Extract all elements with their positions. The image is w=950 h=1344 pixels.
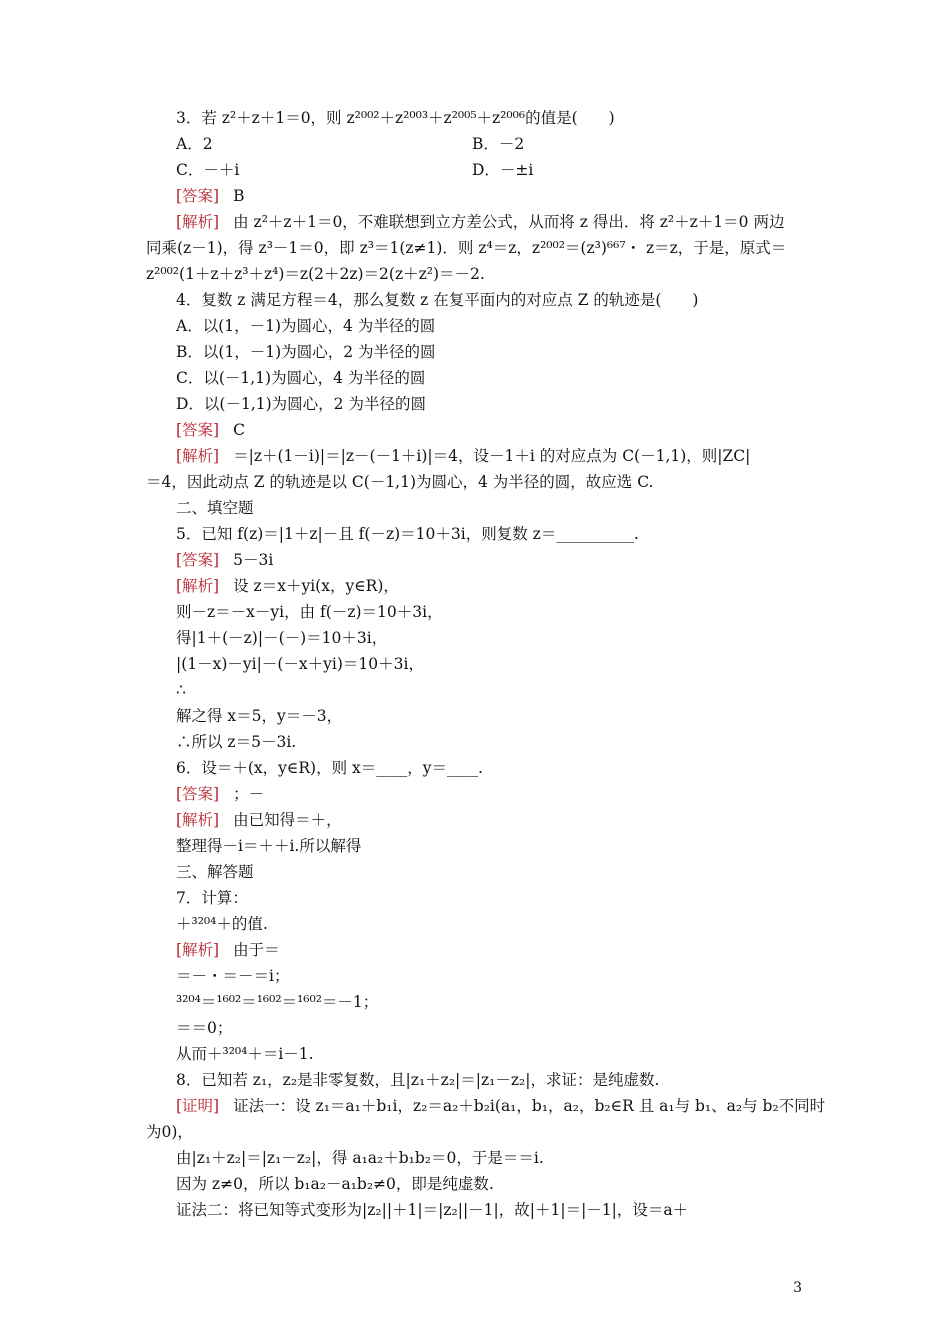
line-text: 证法二：将已知等式变形为|z₂||＋1|＝|z₂||－1|，故|＋1|＝|－1|，设＝a＋ bbox=[176, 1201, 689, 1219]
page-number: 3 bbox=[793, 1280, 802, 1296]
line-text: 为0)， bbox=[146, 1123, 193, 1141]
text-line bbox=[176, 576, 399, 596]
line-text: 因为 z≠0，所以 b₁a₂－a₁b₂≠0，即是纯虚数. bbox=[176, 1175, 494, 1193]
text-line bbox=[176, 940, 280, 960]
text-line bbox=[176, 342, 436, 362]
label-tag: [答案] bbox=[176, 187, 220, 205]
line-text: C bbox=[233, 421, 245, 439]
line-text: 6．设＝＋(x，y∈R)，则 x＝____，y＝____. bbox=[176, 759, 483, 777]
text-line bbox=[176, 316, 435, 336]
line-text: ∴所以 z＝5－3i. bbox=[176, 733, 297, 751]
line-text: B．－2 bbox=[472, 135, 525, 153]
text-line bbox=[146, 1122, 193, 1142]
line-text: B bbox=[233, 187, 245, 205]
line-text: B．以(1，－1)为圆心，2 为半径的圆 bbox=[176, 343, 436, 361]
text-line bbox=[176, 446, 750, 466]
line-text: C．以(－1,1)为圆心，4 为半径的圆 bbox=[176, 369, 426, 387]
text-line bbox=[176, 810, 342, 830]
line-text: ＝4，因此动点 Z 的轨迹是以 C(－1,1)为圆心，4 为半径的圆，故应选 C. bbox=[146, 473, 654, 491]
text-line bbox=[176, 784, 264, 804]
text-line bbox=[176, 966, 289, 986]
line-text: 从而＋³²⁰⁴＋＝i－1. bbox=[176, 1045, 314, 1063]
text-line bbox=[176, 758, 483, 778]
line-text: z²⁰⁰²(1＋z＋z³＋z⁴)＝z(2＋2z)＝2(z＋z²)＝－2. bbox=[146, 265, 485, 283]
text-line bbox=[146, 472, 653, 492]
text-line bbox=[176, 290, 698, 310]
label-tag: [答案] bbox=[176, 421, 220, 439]
line-text: ；－ bbox=[233, 785, 265, 803]
line-text: 二、填空题 bbox=[176, 499, 254, 517]
text-line bbox=[146, 264, 485, 284]
text-line bbox=[472, 160, 533, 180]
line-text: 得|1＋(－z)|－(－)＝10＋3i， bbox=[176, 629, 388, 647]
label-tag: [解析] bbox=[176, 577, 220, 595]
line-text: 5－3i bbox=[233, 551, 274, 569]
label-tag: [证明] bbox=[176, 1097, 220, 1115]
text-line bbox=[176, 706, 342, 726]
text-line bbox=[176, 888, 248, 908]
text-line bbox=[176, 836, 361, 856]
text-line bbox=[176, 1044, 314, 1064]
text-line bbox=[176, 186, 245, 206]
line-text: 5．已知 f(z)＝|1＋z|－且 f(－z)＝10＋3i，则复数 z＝__________. bbox=[176, 525, 639, 543]
text-line bbox=[176, 1018, 232, 1038]
line-text: ³²⁰⁴＝¹⁶⁰²＝¹⁶⁰²＝¹⁶⁰²＝－1； bbox=[176, 993, 379, 1011]
line-text: ＝＝0； bbox=[176, 1019, 233, 1037]
text-line bbox=[176, 628, 387, 648]
label-tag: [解析] bbox=[176, 811, 220, 829]
text-line bbox=[176, 1200, 688, 1220]
line-text: 解之得 x＝5，y＝－3， bbox=[176, 707, 343, 725]
text-line bbox=[176, 654, 424, 674]
text-line bbox=[176, 134, 213, 154]
line-text: 整理得－i＝＋＋i.所以解得 bbox=[176, 837, 362, 855]
line-text: D．－±i bbox=[472, 161, 534, 179]
text-line bbox=[146, 238, 786, 258]
label-tag: [解析] bbox=[176, 447, 220, 465]
text-line bbox=[176, 602, 443, 622]
text-line bbox=[472, 134, 524, 154]
line-text: 8．已知若 z₁，z₂是非零复数，且|z₁＋z₂|＝|z₁－z₂|，求证：是纯虚数. bbox=[176, 1071, 660, 1089]
line-text: D．以(－1,1)为圆心，2 为半径的圆 bbox=[176, 395, 426, 413]
line-text: ∴ bbox=[176, 681, 186, 699]
label-tag: [答案] bbox=[176, 551, 220, 569]
line-text: C．－＋i bbox=[176, 161, 240, 179]
text-line bbox=[176, 1096, 825, 1116]
text-line bbox=[176, 420, 245, 440]
line-text: 设 z＝x＋yi(x，y∈R)， bbox=[233, 577, 399, 595]
text-line bbox=[176, 862, 254, 882]
text-line bbox=[176, 914, 268, 934]
line-text: 4．复数 z 满足方程＝4，那么复数 z 在复平面内的对应点 Z 的轨迹是( ) bbox=[176, 291, 699, 309]
line-text: 由 z²＋z＋1＝0，不难联想到立方差公式，从而将 z 得出．将 z²＋z＋1＝0 两边 bbox=[233, 213, 785, 231]
line-text: 三、解答题 bbox=[176, 863, 254, 881]
text-line bbox=[176, 524, 639, 544]
text-line bbox=[176, 498, 254, 518]
line-text: |(1－x)－yi|－(－x＋yi)＝10＋3i， bbox=[176, 655, 424, 673]
label-tag: [解析] bbox=[176, 941, 220, 959]
line-text: A．2 bbox=[176, 135, 213, 153]
line-text: 由已知得＝＋， bbox=[233, 811, 342, 829]
line-text: ＝－・＝－＝i； bbox=[176, 967, 290, 985]
text-line bbox=[176, 394, 426, 414]
text-line bbox=[176, 368, 425, 388]
label-tag: [解析] bbox=[176, 213, 220, 231]
text-line bbox=[176, 1174, 494, 1194]
line-text: 3．若 z²＋z＋1＝0，则 z²⁰⁰²＋z²⁰⁰³＋z²⁰⁰⁵＋z²⁰⁰⁶的值是( ) bbox=[176, 109, 615, 127]
text-line bbox=[176, 550, 273, 570]
line-text: ＝|z＋(1－i)|＝|z－(－1＋i)|＝4，设－1＋i 的对应点为 C(－1,1)，则|ZC| bbox=[233, 447, 751, 465]
line-text: ＋³²⁰⁴＋的值. bbox=[176, 915, 268, 933]
text-line bbox=[176, 160, 239, 180]
text-line bbox=[176, 732, 296, 752]
line-text: 证法一：设 z₁＝a₁＋b₁i，z₂＝a₂＋b₂i(a₁，b₁，a₂，b₂∈R 且 a₁与 b₁、a₂与 b₂不同时 bbox=[233, 1097, 826, 1115]
text-line bbox=[176, 212, 784, 232]
text-line bbox=[176, 992, 378, 1012]
label-tag: [答案] bbox=[176, 785, 220, 803]
text-line bbox=[176, 1148, 544, 1168]
text-line bbox=[176, 108, 615, 128]
line-text: 7．计算： bbox=[176, 889, 248, 907]
line-text: 同乘(z－1)，得 z³－1＝0，即 z³＝1(z≠1)．则 z⁴＝z，z²⁰⁰²＝(z³)⁶⁶⁷・ z＝z，于是，原式＝ bbox=[146, 239, 787, 257]
text-line bbox=[176, 680, 186, 700]
line-text: 由于＝ bbox=[233, 941, 280, 959]
text-line bbox=[176, 1070, 659, 1090]
line-text: A．以(1，－1)为圆心，4 为半径的圆 bbox=[176, 317, 436, 335]
line-text: 则－z＝－x－yi，由 f(－z)＝10＋3i， bbox=[176, 603, 443, 621]
line-text: 由|z₁＋z₂|＝|z₁－z₂|，得 a₁a₂＋b₁b₂＝0，于是＝＝i. bbox=[176, 1149, 544, 1167]
